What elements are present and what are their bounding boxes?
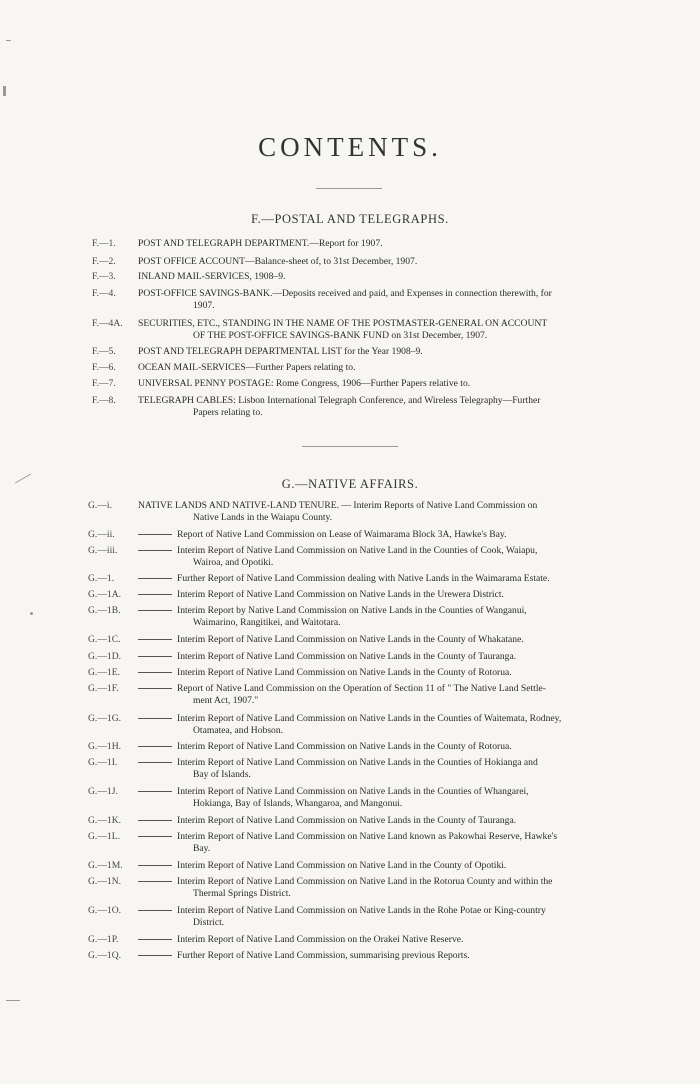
entry-line-1 <box>138 271 608 283</box>
entry-text <box>138 934 608 946</box>
entry-text <box>138 318 608 341</box>
entry-text <box>138 362 608 374</box>
entry-line-1-text: Interim Report of Native Land Commission on Native Lands in the Urewera District. <box>177 589 504 600</box>
ditto-dash <box>138 820 172 821</box>
entry-text <box>138 346 608 358</box>
entry-line-1-text: Further Report of Native Land Commission, summarising previous Reports. <box>177 950 470 961</box>
entry-line-1-text: Interim Report of Native Land Commission on Native Lands in the County of Rotorua. <box>177 667 512 678</box>
entry-line-1-text: Report of Native Land Commission on Lease of Waimarama Block 3A, Hawke's Bay. <box>177 529 507 540</box>
entry-line-2: Bay. <box>193 842 211 854</box>
entry-code: G.—1N. <box>88 876 122 887</box>
entry-code: G.—1O. <box>88 905 122 916</box>
entry-line-2: Bay of Islands. <box>193 768 251 780</box>
entry-code: F.—8. <box>92 395 116 406</box>
entry-code: G.—1. <box>88 573 115 584</box>
entry-line-1-text: Interim Report of Native Land Commission on the Orakei Native Reserve. <box>177 934 464 945</box>
entry-line-1-text: OCEAN MAIL-SERVICES—Further Papers relating to. <box>138 362 356 373</box>
entry-line-1-text: Interim Report of Native Land Commission on Native Lands in the County of Tauranga. <box>177 815 517 826</box>
ditto-dash <box>138 639 172 640</box>
entry-line-2: 1907. <box>193 299 215 311</box>
entry-line-1-text: Interim Report of Native Land Commission on Native Lands in the Counties of Hokianga and <box>177 757 538 768</box>
entry-line-1-text: Interim Report of Native Land Commission on Native Lands in the Counties of Waitemata, Rodney, <box>177 713 562 724</box>
entry-code: F.—2. <box>92 256 116 267</box>
entry-text <box>138 815 608 827</box>
entry-code: G.—1C. <box>88 634 121 645</box>
entry-line-1 <box>138 757 608 769</box>
entry-line-1 <box>138 831 608 843</box>
entry-code: G.—1D. <box>88 651 122 662</box>
page-title: CONTENTS. <box>258 132 442 162</box>
entry-line-1-text: NATIVE LANDS AND NATIVE-LAND TENURE. — Interim Reports of Native Land Commission on <box>138 500 538 511</box>
entry-line-2: Wairoa, and Opotiki. <box>193 556 274 568</box>
entry-line-1 <box>138 786 608 798</box>
entry-text <box>138 256 608 268</box>
ditto-dash <box>138 672 172 673</box>
entry-line-2: ment Act, 1907." <box>193 694 259 706</box>
entry-line-1-text: Report of Native Land Commission on the Operation of Section 11 of " The Native Land Settle- <box>177 683 546 694</box>
entry-line-1 <box>138 683 608 695</box>
entry-line-1-text: Interim Report of Native Land Commission on Native Lands in the County of Whakatane. <box>177 634 524 645</box>
entry-text <box>138 741 608 753</box>
ditto-dash <box>138 910 172 911</box>
ditto-dash <box>138 881 172 882</box>
entry-text <box>138 288 608 311</box>
entry-code: F.—6. <box>92 362 116 373</box>
ditto-dash <box>138 534 172 535</box>
entry-code: G.—1I. <box>88 757 118 768</box>
entry-line-1-text: SECURITIES, ETC., STANDING IN THE NAME OF THE POSTMASTER-GENERAL ON ACCOUNT <box>138 318 548 329</box>
entry-line-1 <box>138 651 608 663</box>
entry-code: G.—1K. <box>88 815 122 826</box>
entry-code: G.—1G. <box>88 713 122 724</box>
entry-line-1-text: Interim Report of Native Land Commission on Native Land known as Pakowhai Reserve, Hawke's <box>177 831 558 842</box>
entry-text <box>138 271 608 283</box>
ditto-dash <box>138 688 172 689</box>
ditto-dash <box>138 718 172 719</box>
entry-code: G.—1E. <box>88 667 120 678</box>
ditto-dash <box>138 865 172 866</box>
entry-line-2: Otamatea, and Hobson. <box>193 724 284 736</box>
entry-line-1 <box>138 238 608 250</box>
entry-line-1 <box>138 934 608 946</box>
entry-line-1-text: Interim Report of Native Land Commission on Native Lands in the County of Tauranga. <box>177 651 517 662</box>
entry-code: G.—1J. <box>88 786 118 797</box>
entry-line-1 <box>138 589 608 601</box>
entry-line-1 <box>138 545 608 557</box>
ditto-dash <box>138 594 172 595</box>
entry-text <box>138 713 608 736</box>
section-divider <box>302 446 398 447</box>
entry-line-1-text: Interim Report of Native Land Commission on Native Land in the Rotorua County and within the <box>177 876 553 887</box>
entry-text <box>138 634 608 646</box>
entry-line-2: Waimarino, Rangitikei, and Waitotara. <box>193 616 341 628</box>
entry-line-1 <box>138 288 608 300</box>
entry-line-1-text: POST-OFFICE SAVINGS-BANK.—Deposits received and paid, and Expenses in connection therewith, for <box>138 288 552 299</box>
ditto-dash <box>138 550 172 551</box>
entry-text <box>138 500 608 523</box>
entry-line-2: Papers relating to. <box>193 406 263 418</box>
entry-line-1 <box>138 713 608 725</box>
entry-line-1-text: Interim Report by Native Land Commission on Native Lands in the Counties of Wanganui, <box>177 605 527 616</box>
entry-code: G.—ii. <box>88 529 115 540</box>
entry-text <box>138 605 608 628</box>
entry-line-1-text: POST AND TELEGRAPH DEPARTMENT.—Report for 1907. <box>138 238 383 249</box>
entry-code: F.—7. <box>92 378 116 389</box>
entry-code: G.—1B. <box>88 605 121 616</box>
ditto-dash <box>138 656 172 657</box>
entry-line-1 <box>138 605 608 617</box>
section-f-heading: F.—POSTAL AND TELEGRAPHS. <box>251 212 449 226</box>
entry-code: G.—1A. <box>88 589 122 600</box>
entry-line-1 <box>138 667 608 679</box>
entry-code: F.—1. <box>92 238 116 249</box>
entry-text <box>138 573 608 585</box>
entry-line-1-text: POST AND TELEGRAPH DEPARTMENTAL LIST for the Year 1908–9. <box>138 346 423 357</box>
entry-line-2: District. <box>193 916 225 928</box>
entry-line-2: Hokianga, Bay of Islands, Whangaroa, and Mangonui. <box>193 797 403 809</box>
entry-line-1-text: Further Report of Native Land Commission dealing with Native Lands in the Waimarama Estate. <box>177 573 550 584</box>
scan-mark <box>6 40 11 41</box>
entry-line-1 <box>138 860 608 872</box>
entry-code: G.—1L. <box>88 831 120 842</box>
ditto-dash <box>138 610 172 611</box>
entry-text <box>138 378 608 390</box>
entry-line-1 <box>138 256 608 268</box>
scan-mark <box>30 612 33 615</box>
entry-text <box>138 876 608 899</box>
entry-text <box>138 786 608 809</box>
section-g-heading: G.—NATIVE AFFAIRS. <box>281 477 419 491</box>
entry-text <box>138 905 608 928</box>
entry-line-2: Thermal Springs District. <box>193 887 291 899</box>
entry-code: F.—4A. <box>92 318 123 329</box>
entry-line-2: OF THE POST-OFFICE SAVINGS-BANK FUND on 31st December, 1907. <box>193 329 488 341</box>
entry-line-1-text: Interim Report of Native Land Commission on Native Lands in the County of Rotorua. <box>177 741 512 752</box>
entry-text <box>138 545 608 568</box>
entry-line-1-text: Interim Report of Native Land Commission on Native Land in the Counties of Cook, Waiapu, <box>177 545 538 556</box>
ditto-dash <box>138 939 172 940</box>
entry-text <box>138 395 608 418</box>
entry-text <box>138 589 608 601</box>
entry-text <box>138 831 608 854</box>
entry-line-1-text: Interim Report of Native Land Commission on Native Lands in the Rohe Potae or King-country <box>177 905 546 916</box>
entry-code: G.—1P. <box>88 934 119 945</box>
scan-mark <box>6 1000 20 1001</box>
entry-code: G.—iii. <box>88 545 118 556</box>
ditto-dash <box>138 955 172 956</box>
entry-code: G.—i. <box>88 500 112 511</box>
entry-line-1 <box>138 395 608 407</box>
entry-line-1 <box>138 378 608 390</box>
entry-line-1 <box>138 815 608 827</box>
entry-line-1-text: Interim Report of Native Land Commission on Native Lands in the Counties of Whangarei, <box>177 786 529 797</box>
ditto-dash <box>138 578 172 579</box>
entry-line-1-text: Interim Report of Native Land Commission on Native Land in the County of Opotiki. <box>177 860 507 871</box>
ditto-dash <box>138 762 172 763</box>
title-divider <box>316 188 382 189</box>
entry-line-1 <box>138 362 608 374</box>
entry-code: G.—1M. <box>88 860 123 871</box>
entry-code: F.—3. <box>92 271 116 282</box>
entry-text <box>138 683 608 706</box>
entry-line-1 <box>138 634 608 646</box>
ditto-dash <box>138 746 172 747</box>
entry-line-1 <box>138 573 608 585</box>
ditto-dash <box>138 836 172 837</box>
entry-code: G.—1F. <box>88 683 119 694</box>
entry-line-1 <box>138 500 608 512</box>
entry-line-1 <box>138 876 608 888</box>
entry-line-1 <box>138 318 608 330</box>
ditto-dash <box>138 791 172 792</box>
entry-text <box>138 950 608 962</box>
entry-line-1-text: POST OFFICE ACCOUNT—Balance-sheet of, to 31st December, 1907. <box>138 256 418 267</box>
scan-mark <box>3 86 6 96</box>
entry-code: G.—1H. <box>88 741 122 752</box>
entry-code: F.—5. <box>92 346 116 357</box>
entry-line-1 <box>138 950 608 962</box>
entry-line-1 <box>138 346 608 358</box>
entry-line-2: Native Lands in the Waiapu County. <box>193 511 333 523</box>
entry-line-1-text: UNIVERSAL PENNY POSTAGE: Rome Congress, 1906—Further Papers relative to. <box>138 378 471 389</box>
entry-text <box>138 651 608 663</box>
entry-text <box>138 238 608 250</box>
entry-line-1-text: INLAND MAIL-SERVICES, 1908–9. <box>138 271 286 282</box>
entry-line-1 <box>138 905 608 917</box>
entry-text <box>138 860 608 872</box>
entry-text <box>138 667 608 679</box>
entry-text <box>138 529 608 541</box>
entry-code: F.—4. <box>92 288 116 299</box>
entry-text <box>138 757 608 780</box>
entry-line-1 <box>138 741 608 753</box>
entry-line-1 <box>138 529 608 541</box>
entry-line-1-text: TELEGRAPH CABLES: Lisbon International Telegraph Conference, and Wireless Telegraphy—Further <box>138 395 541 406</box>
entry-code: G.—1Q. <box>88 950 122 961</box>
